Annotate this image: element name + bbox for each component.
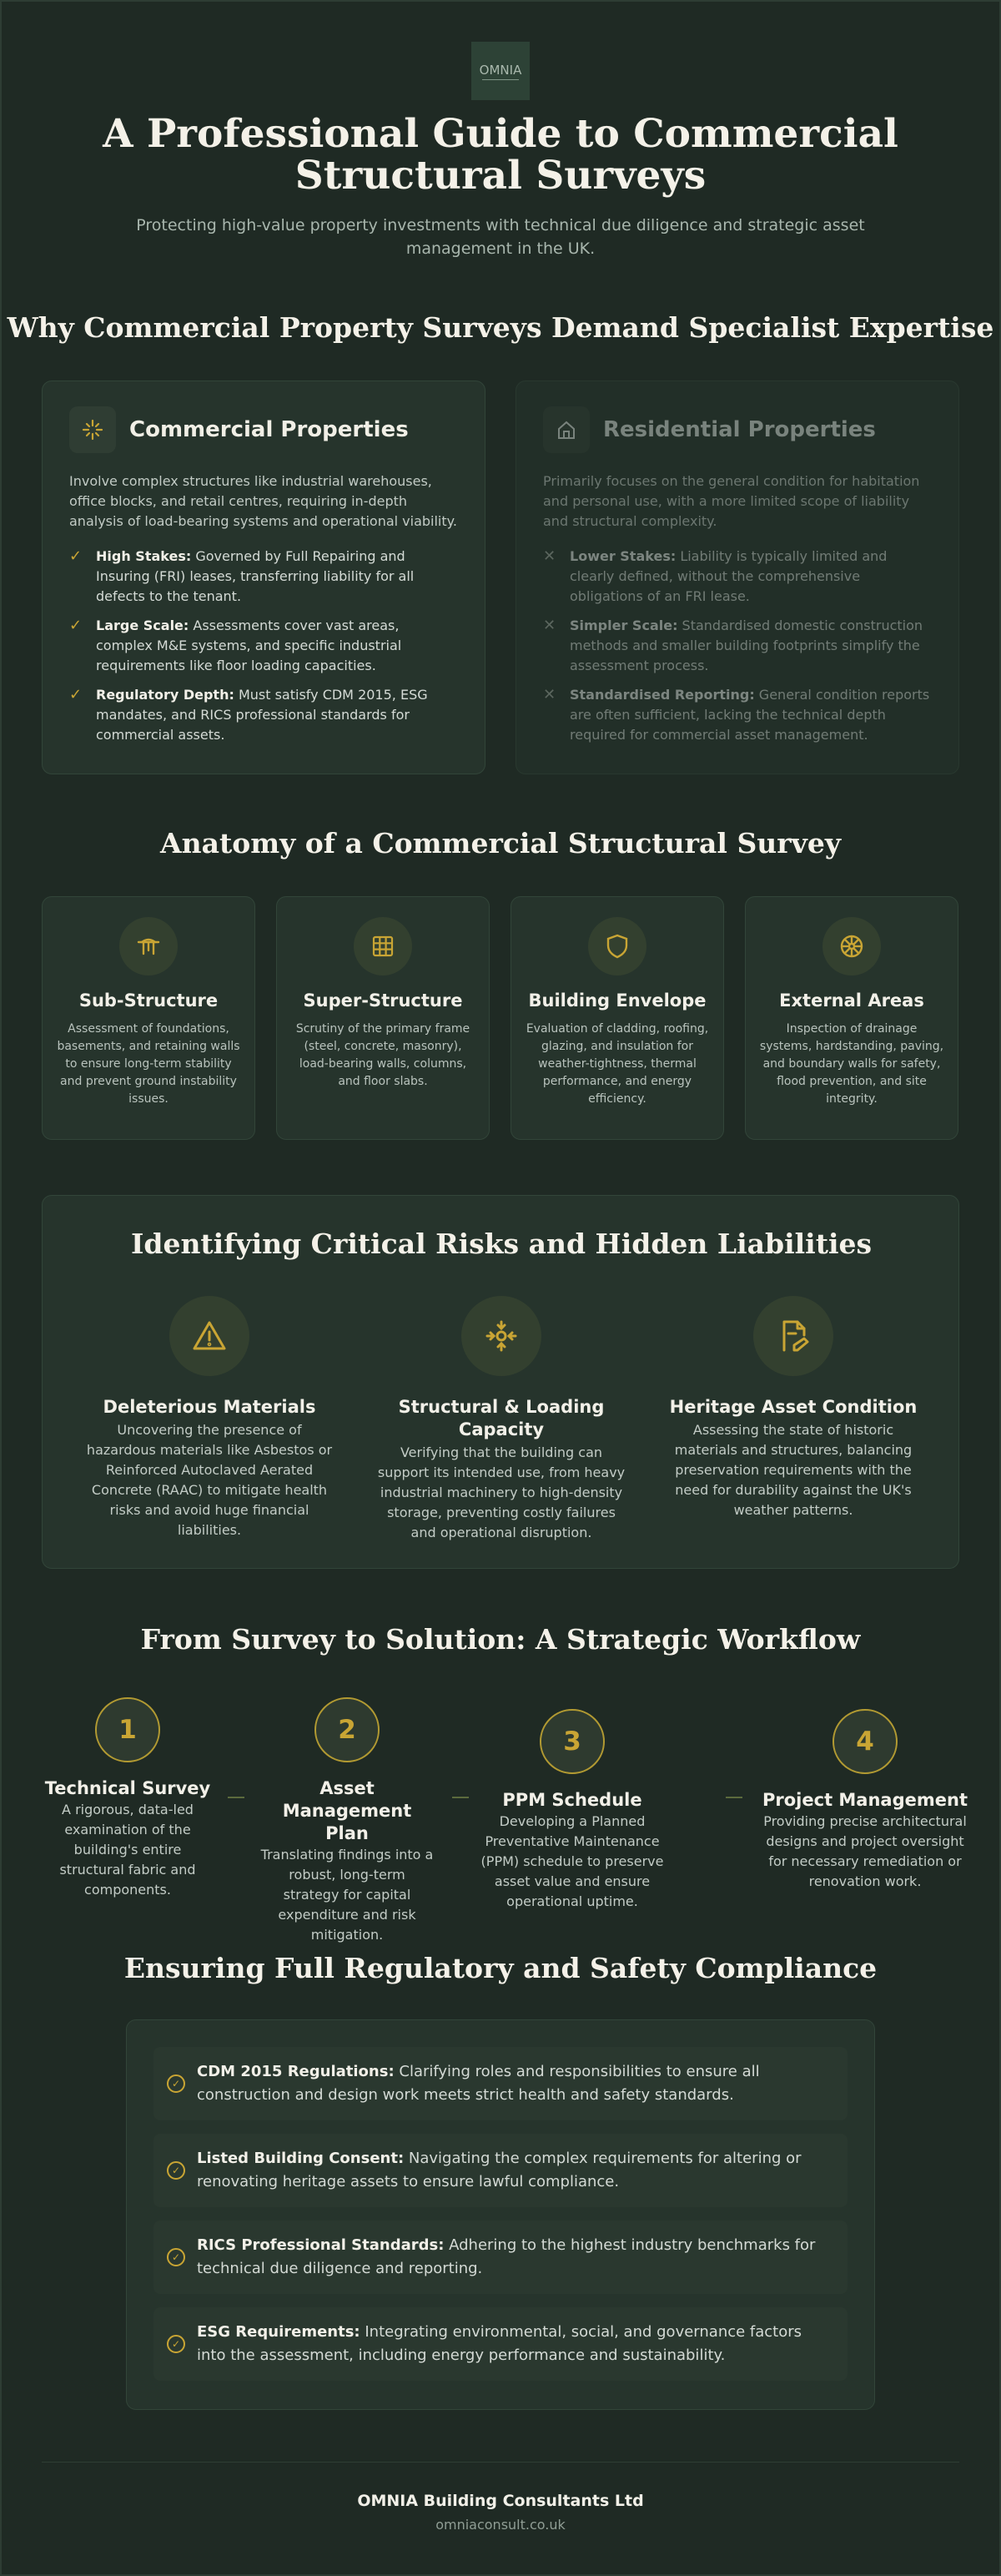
compliance-heading: Ensuring Full Regulatory and Safety Compliance bbox=[123, 1952, 878, 1984]
company-logo[interactable] bbox=[471, 42, 530, 100]
anatomy-card-super-structure bbox=[276, 896, 490, 1140]
step-description: Developing a Planned Preventative Maintenance (PPM) schedule to preserve asset value and ensure operational uptime. bbox=[480, 1813, 664, 1909]
step-title: Project Management bbox=[762, 1790, 968, 1810]
logo-underline bbox=[482, 79, 519, 80]
wheel-icon bbox=[822, 917, 881, 975]
residential-description: Primarily focuses on the general condition for habitation and personal use, with a more limited scope of liability and structural complexity. bbox=[543, 473, 920, 529]
check-circle-icon: ✓ bbox=[167, 2248, 185, 2266]
anatomy-heading: Anatomy of a Commercial Structural Survey bbox=[159, 827, 842, 860]
compliance-item: ✓ RICS Professional Standards: Adhering to the highest industry benchmarks for technical due diligence and reporting. bbox=[153, 2221, 848, 2294]
warning-icon bbox=[169, 1296, 249, 1376]
footer-website-link[interactable]: omniaconsult.co.uk bbox=[435, 2517, 566, 2533]
step-connector bbox=[228, 1797, 244, 1798]
list-item: ✕ Simpler Scale: Standardised domestic construction methods and smaller building footprints simplify the assessment process. bbox=[543, 616, 932, 676]
anatomy-card-title: Sub-Structure bbox=[78, 991, 219, 1011]
step-title: Asset Management Plan bbox=[282, 1778, 412, 1843]
check-circle-icon: ✓ bbox=[167, 2161, 185, 2180]
compliance-item: ✓ Listed Building Consent: Navigating the complex requirements for altering or renovating heritage assets to ensure lawful compliance. bbox=[153, 2134, 848, 2207]
commercial-description: Involve complex structures like industrial warehouses, office blocks, and retail centres, requiring in-depth analysis of load-bearing systems and operational viability. bbox=[69, 473, 457, 529]
footer-divider bbox=[42, 2462, 959, 2463]
list-item: ✕ Lower Stakes: Liability is typically limited and clearly defined, without the comprehensive obligations of an FRI lease. bbox=[543, 547, 932, 607]
anatomy-card-description: Evaluation of cladding, roofing, glazing, and insulation for weather-tightness, thermal performance, and energy efficiency. bbox=[526, 1022, 709, 1106]
step-number: 1 bbox=[95, 1697, 160, 1762]
residential-card bbox=[516, 381, 959, 774]
risk-description: Verifying that the building can support its intended use, from heavy industrial machinery to high-density storage, preventing costly failures and operational disruption. bbox=[377, 1444, 626, 1540]
anatomy-card-external-areas bbox=[745, 896, 958, 1140]
list-item: ✓ Regulatory Depth: Must satisfy CDM 2015, ESG mandates, and RICS professional standards for commercial assets. bbox=[69, 685, 458, 745]
workflow-step-3 bbox=[476, 1709, 668, 1912]
risk-title: Heritage Asset Condition bbox=[669, 1397, 918, 1417]
anatomy-card-description: Assessment of foundations, basements, and retaining walls to ensure long-term stability and prevent ground instability issues. bbox=[57, 1022, 240, 1106]
foundation-icon bbox=[119, 917, 178, 975]
cross-icon: ✕ bbox=[543, 686, 556, 703]
residential-list bbox=[543, 547, 932, 745]
step-description: Translating findings into a robust, long-term strategy for capital expenditure and risk mitigation. bbox=[260, 1847, 434, 1943]
risk-item-structural-loading bbox=[376, 1296, 626, 1543]
commercial-list bbox=[69, 547, 458, 745]
risks-heading: Identifying Critical Risks and Hidden Liabilities bbox=[130, 1228, 873, 1260]
step-title: Technical Survey bbox=[44, 1778, 211, 1798]
risk-title: Structural & Loading Capacity bbox=[398, 1397, 605, 1439]
footer-company-name: OMNIA Building Consultants Ltd bbox=[357, 2492, 644, 2510]
commercial-title: Commercial Properties bbox=[129, 417, 409, 442]
risks-panel bbox=[42, 1195, 959, 1569]
document-pen-icon bbox=[753, 1296, 833, 1376]
workflow-step-4 bbox=[761, 1709, 969, 1892]
page-title: A Professional Guide to Commercial Structural Surveys bbox=[103, 111, 898, 199]
workflow-step-1 bbox=[32, 1697, 224, 1900]
check-icon: ✓ bbox=[69, 547, 83, 565]
risk-description: Assessing the state of historic materials and structures, balancing preservation requirements with the need for durability against the UK's weather patterns. bbox=[674, 1422, 913, 1518]
anatomy-card-building-envelope bbox=[511, 896, 724, 1140]
cross-icon: ✕ bbox=[543, 547, 556, 565]
list-item: ✓ Large Scale: Assessments cover vast areas, complex M&E systems, and specific industrial requirements like floor loading capacities. bbox=[69, 616, 458, 676]
risk-title: Deleterious Materials bbox=[103, 1397, 316, 1417]
step-description: A rigorous, data-led examination of the building's entire structural fabric and components. bbox=[59, 1802, 196, 1898]
step-number: 3 bbox=[540, 1709, 605, 1774]
check-icon: ✓ bbox=[69, 617, 83, 634]
residential-title: Residential Properties bbox=[603, 417, 876, 442]
risk-item-deleterious-materials bbox=[84, 1296, 335, 1540]
comparison-heading: Why Commercial Property Surveys Demand Specialist Expertise bbox=[7, 311, 994, 344]
check-circle-icon: ✓ bbox=[167, 2335, 185, 2353]
step-title: PPM Schedule bbox=[502, 1790, 642, 1810]
logo-text: OMNIA bbox=[479, 62, 522, 78]
step-description: Providing precise architectural designs and project oversight for necessary remediation or renovation work. bbox=[763, 1813, 967, 1889]
list-item: ✕ Standardised Reporting: General condition reports are often sufficient, lacking the technical depth required for commercial asset management. bbox=[543, 685, 932, 745]
anatomy-card-description: Inspection of drainage systems, hardstanding, paving, and boundary walls for safety, flood prevention, and site integrity. bbox=[759, 1022, 944, 1106]
risk-description: Uncovering the presence of hazardous materials like Asbestos or Reinforced Autoclaved Aerated Concrete (RAAC) to mitigate health risks and avoid huge financial liabilities. bbox=[86, 1422, 333, 1538]
cross-icon: ✕ bbox=[543, 617, 556, 634]
compliance-panel bbox=[126, 2019, 875, 2410]
anatomy-card-title: Super-Structure bbox=[303, 991, 463, 1011]
check-icon: ✓ bbox=[69, 686, 83, 703]
workflow-step-2 bbox=[251, 1697, 443, 1945]
step-connector bbox=[452, 1797, 469, 1798]
step-number: 2 bbox=[314, 1697, 380, 1762]
compliance-item: ✓ ESG Requirements: Integrating environmental, social, and governance factors into the assessment, including energy performance and sustainability. bbox=[153, 2307, 848, 2381]
check-circle-icon: ✓ bbox=[167, 2074, 185, 2093]
shield-icon bbox=[588, 917, 646, 975]
anatomy-card-title: External Areas bbox=[779, 991, 924, 1011]
anatomy-card-description: Scrutiny of the primary frame (steel, concrete, masonry), load-bearing walls, columns, and floor slabs. bbox=[295, 1022, 470, 1088]
anatomy-card-title: Building Envelope bbox=[528, 991, 707, 1011]
step-connector bbox=[726, 1797, 742, 1798]
house-icon bbox=[543, 406, 590, 453]
compliance-item: ✓ CDM 2015 Regulations: Clarifying roles and responsibilities to ensure all construction and design work meets strict health and safety standards. bbox=[153, 2047, 848, 2120]
anatomy-card-sub-structure bbox=[42, 896, 255, 1140]
list-item: ✓ High Stakes: Governed by Full Repairing and Insuring (FRI) leases, transferring liability for all defects to the tenant. bbox=[69, 547, 458, 607]
sparkle-icon bbox=[69, 406, 116, 453]
load-arrows-icon bbox=[461, 1296, 541, 1376]
grid-frame-icon bbox=[354, 917, 412, 975]
step-number: 4 bbox=[832, 1709, 898, 1774]
workflow-heading: From Survey to Solution: A Strategic Workflow bbox=[140, 1623, 861, 1656]
commercial-card bbox=[42, 381, 485, 774]
page-subtitle: Protecting high-value property investments with technical due diligence and strategic asset management in the UK. bbox=[136, 216, 865, 258]
risk-item-heritage-asset bbox=[668, 1296, 918, 1520]
